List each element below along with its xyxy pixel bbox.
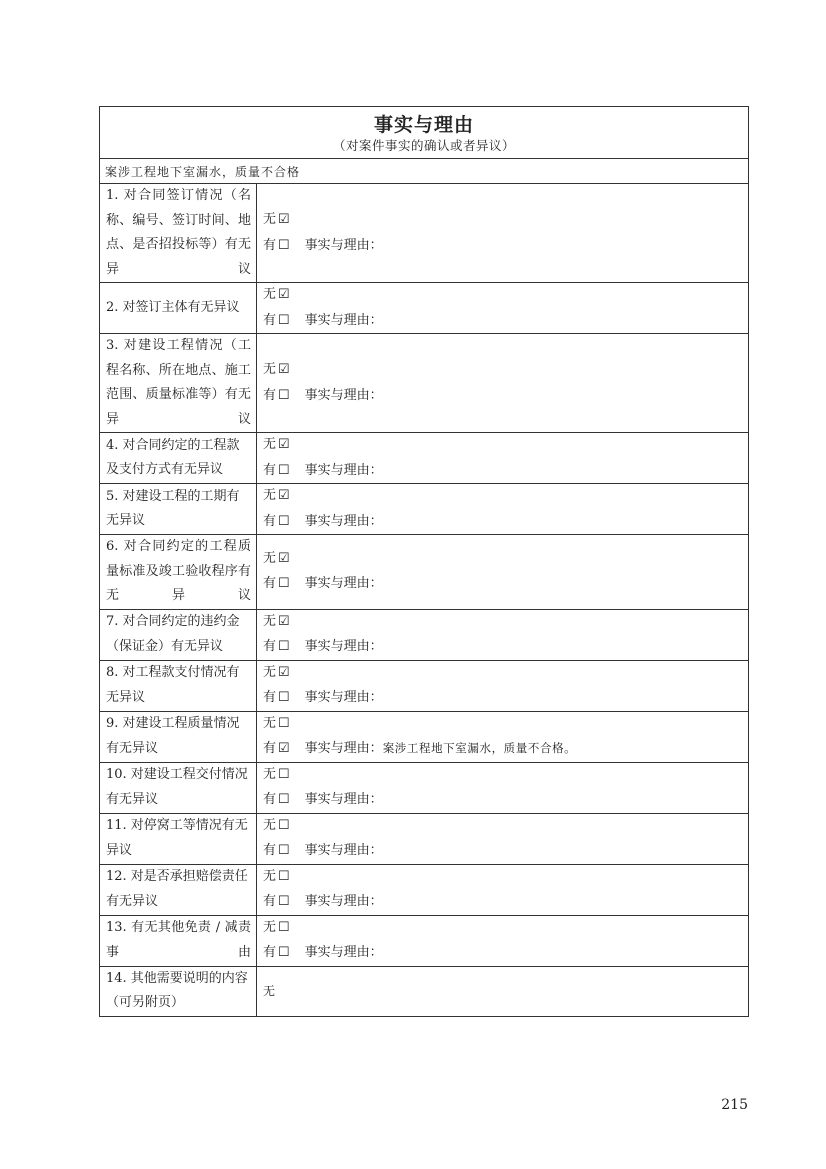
no-checkbox[interactable]: ☐ [278,817,290,833]
no-option [263,916,748,941]
no-option [263,283,748,308]
question-text: 5. 对建设工程的工期有无异议 [100,484,257,535]
question-text: 10. 对建设工程交付情况有无异议 [100,762,257,813]
yes-checkbox[interactable]: ☐ [278,462,290,478]
answer-cell [257,433,749,484]
no-option [263,763,748,788]
yes-option [263,509,748,535]
yes-checkbox[interactable]: ☑ [278,741,290,756]
reason-label: 事实与理由： [304,894,383,909]
no-option [263,433,748,458]
no-option [263,814,748,839]
other-question: 14. 其他需要说明的内容（可另附页） [100,966,257,1016]
question-row [100,660,749,711]
question-row [100,864,749,915]
yes-label: 有 [263,894,277,909]
yes-checkbox[interactable]: ☐ [278,312,290,328]
yes-checkbox[interactable]: ☐ [278,894,290,909]
question-row [100,334,749,433]
no-checkbox[interactable]: ☑ [278,550,290,566]
no-option [263,358,748,383]
question-row [100,283,749,334]
answer-cell [257,609,749,660]
yes-checkbox[interactable]: ☐ [278,237,290,253]
yes-label: 有 [263,387,277,403]
form-header-row [100,107,749,159]
answer-cell [257,915,749,966]
no-option [263,547,748,572]
no-checkbox[interactable]: ☑ [278,664,290,680]
no-checkbox[interactable]: ☐ [278,766,290,782]
question-text: 2. 对签订主体有无异议 [100,283,257,334]
no-label: 无 [263,212,277,227]
yes-checkbox[interactable]: ☐ [278,690,290,705]
yes-option [263,308,748,334]
yes-label: 有 [263,576,277,592]
question-text: 3. 对建设工程情况（工程名称、所在地点、施工范围、质量标准等）有无异议 [100,334,257,433]
reason-label: 事实与理由： [304,576,383,592]
other-row [100,966,749,1016]
yes-label: 有 [263,945,277,960]
no-option [263,610,748,635]
yes-checkbox[interactable]: ☐ [278,843,290,858]
question-row [100,915,749,966]
no-option [263,865,748,890]
reason-label: 事实与理由： [304,237,383,253]
question-text: 13. 有无其他免责 / 减责事由 [100,915,257,966]
no-label: 无 [263,817,277,833]
reason-label: 事实与理由： [304,690,383,705]
reason-label: 事实与理由： [304,312,383,328]
question-row [100,813,749,864]
facts-and-reasons-form [99,106,749,1017]
no-label: 无 [263,488,277,503]
no-checkbox[interactable]: ☑ [278,212,290,227]
yes-option [263,940,748,966]
answer-cell [257,283,749,334]
question-row [100,184,749,283]
answer-cell [257,484,749,535]
no-checkbox[interactable]: ☐ [278,715,290,731]
no-label: 无 [263,287,277,302]
answer-cell [257,864,749,915]
reason-label: 事实与理由： [304,741,383,756]
no-label: 无 [263,550,277,566]
no-checkbox[interactable]: ☑ [278,362,290,377]
reason-label: 事实与理由： [304,792,383,807]
question-row [100,762,749,813]
question-text: 11. 对停窝工等情况有无异议 [100,813,257,864]
reason-label: 事实与理由： [304,462,383,478]
no-label: 无 [263,437,277,452]
no-label: 无 [263,613,277,629]
yes-option [263,736,748,762]
question-text: 12. 对是否承担赔偿责任有无异议 [100,864,257,915]
no-checkbox[interactable]: ☑ [278,488,290,503]
no-label: 无 [263,664,277,680]
yes-option [263,634,748,660]
answer-cell [257,535,749,610]
yes-label: 有 [263,237,277,253]
yes-option [263,383,748,409]
no-option [263,661,748,686]
no-checkbox[interactable]: ☐ [278,868,290,884]
question-text: 7. 对合同约定的违约金（保证金）有无异议 [100,609,257,660]
question-text: 6. 对合同约定的工程质量标准及竣工验收程序有无异议 [100,535,257,610]
yes-label: 有 [263,312,277,328]
case-summary: 案涉工程地下室漏水，质量不合格 [100,159,749,184]
reason-label: 事实与理由： [304,513,383,529]
other-answer[interactable]: 无 [257,966,749,1016]
answer-cell [257,711,749,762]
no-label: 无 [263,868,277,884]
reason-label: 事实与理由： [304,945,383,960]
question-row [100,609,749,660]
answer-cell [257,184,749,283]
yes-checkbox[interactable]: ☐ [278,576,290,592]
yes-option [263,233,748,259]
reason-label: 事实与理由： [304,639,383,654]
question-row [100,484,749,535]
answer-cell [257,660,749,711]
yes-option [263,685,748,711]
yes-checkbox[interactable]: ☐ [278,945,290,960]
yes-checkbox[interactable]: ☐ [278,792,290,807]
yes-option [263,571,748,597]
no-label: 无 [263,362,277,377]
yes-label: 有 [263,792,277,807]
reason-label: 事实与理由： [304,387,383,403]
form-header [100,107,749,159]
yes-option [263,787,748,813]
question-text: 1. 对合同签订情况（名称、编号、签订时间、地点、是否招投标等）有无异议 [100,184,257,283]
no-checkbox[interactable]: ☑ [278,287,290,302]
question-row [100,433,749,484]
no-option [263,484,748,509]
reason-text[interactable]: 案涉工程地下室漏水，质量不合格。 [382,741,577,755]
answer-cell [257,813,749,864]
question-row [100,711,749,762]
question-text: 4. 对合同约定的工程款及支付方式有无异议 [100,433,257,484]
yes-checkbox[interactable]: ☐ [278,387,290,403]
no-label: 无 [263,766,277,782]
reason-label: 事实与理由： [304,843,383,858]
yes-option [263,889,748,915]
no-option [263,712,748,737]
form-subtitle: （对案件事实的确认或者异议） [333,137,516,153]
no-checkbox[interactable]: ☐ [278,919,290,935]
yes-label: 有 [263,513,277,529]
answer-cell [257,762,749,813]
no-checkbox[interactable]: ☑ [278,437,290,452]
question-text: 9. 对建设工程质量情况有无异议 [100,711,257,762]
page-number: 215 [721,1097,748,1113]
yes-label: 有 [263,639,277,654]
no-label: 无 [263,715,277,731]
no-checkbox[interactable]: ☑ [278,613,290,629]
yes-label: 有 [263,462,277,478]
yes-checkbox[interactable]: ☐ [278,513,290,529]
answer-cell [257,334,749,433]
yes-option [263,458,748,484]
no-label: 无 [263,919,277,935]
no-option [263,208,748,233]
question-text: 8. 对工程款支付情况有无异议 [100,660,257,711]
yes-label: 有 [263,843,277,858]
question-row [100,535,749,610]
yes-option [263,838,748,864]
form-title: 事实与理由 [374,113,475,136]
yes-label: 有 [263,690,277,705]
yes-checkbox[interactable]: ☐ [278,639,290,654]
summary-row [100,159,749,184]
yes-label: 有 [263,741,277,756]
